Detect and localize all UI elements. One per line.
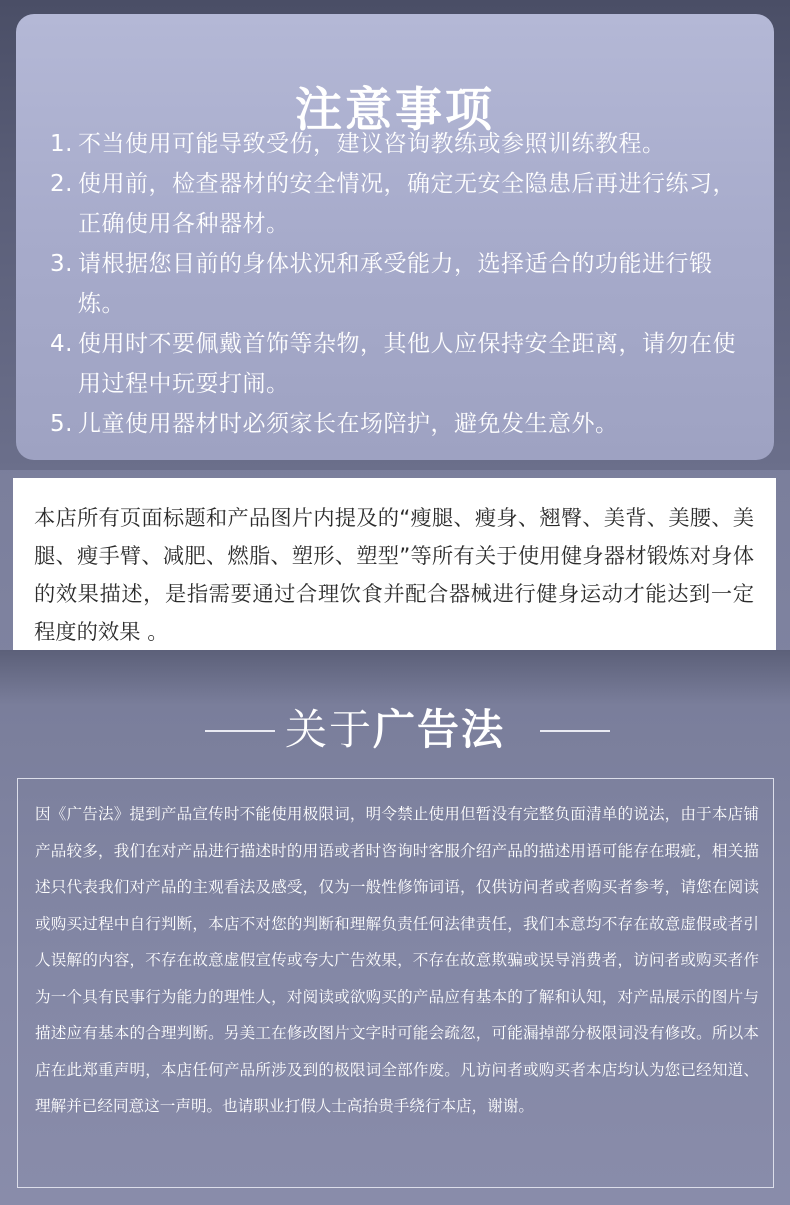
ad-law-text: 因《广告法》提到产品宣传时不能使用极限词，明令禁止使用但暂没有完整负面清单的说法，由于本店铺产品较多，我们在对产品进行描述时的用语或者时咨询时客服介绍产品的描述用语可能存在瑕疵，相关描述只代表我们对产品的主观看法及感受，仅为一般性修饰词语，仅供访问者或者购买者参考，请您在阅读或购买过程中自行判断，本店不对您的判断和理解负责任何法律责任，我们本意均不存在故意虚假或者引人误解的内容，不存在故意虚假宣传或夸大广告效果，不存在故意欺骗或误导消费者，访问者或购买者作为一个具有民事行为能力的理性人，对阅读或欲购买的产品应有基本的了解和认知，对产品展示的图片与描述应有基本的合理判断。另美工在修改图片文字时可能会疏忽，可能漏掉部分极限词没有修改。所以本店在此郑重声明，本店任何产品所涉及到的极限词全部作废。凡访问者或购买者本店均认为您已经知道、理解并已经同意这一声明。也请职业打假人士高抬贵手绕行本店，谢谢。 bbox=[35, 805, 759, 1115]
notice-card bbox=[16, 14, 774, 460]
ad-law-title-prefix: 关于 bbox=[284, 705, 373, 754]
effect-statement-box bbox=[13, 478, 776, 650]
notice-item-text: 请根据您目前的身体状况和承受能力，选择适合的功能进行锻炼。 bbox=[78, 251, 713, 317]
notice-item-text: 儿童使用器材时必须家长在场陪护，避免发生意外。 bbox=[78, 411, 619, 437]
notice-item-4 bbox=[50, 324, 750, 404]
notice-item-number: 3. bbox=[50, 251, 73, 277]
ad-law-title-bold: 广告法 bbox=[373, 705, 506, 754]
ad-law-box bbox=[17, 778, 774, 1188]
notice-item-number: 5. bbox=[50, 411, 73, 437]
notice-list bbox=[50, 124, 750, 444]
notice-item-5 bbox=[50, 404, 750, 444]
notice-item-text: 使用前，检查器材的安全情况，确定无安全隐患后再进行练习，正确使用各种器材。 bbox=[78, 171, 736, 237]
notice-item-number: 2. bbox=[50, 171, 73, 197]
notice-item-number: 1. bbox=[50, 131, 73, 157]
ad-law-heading bbox=[0, 700, 790, 760]
notice-item-2 bbox=[50, 164, 750, 244]
notice-item-1 bbox=[50, 124, 750, 164]
notice-item-3 bbox=[50, 244, 750, 324]
notice-item-text: 使用时不要佩戴首饰等杂物，其他人应保持安全距离，请勿在使用过程中玩耍打闹。 bbox=[78, 331, 736, 397]
effect-statement-text: 本店所有页面标题和产品图片内提及的“瘦腿、瘦身、翘臀、美背、美腰、美腿、瘦手臂、减肥、燃脂、塑形、塑型”等所有关于使用健身器材锻炼对身体的效果描述，是指需要通过合理饮食并配合器械进行健身运动才能达到一定程度的效果 。 bbox=[34, 506, 754, 645]
notice-item-number: 4. bbox=[50, 331, 73, 357]
notice-title: 注意事项 bbox=[295, 83, 495, 139]
notice-item-text: 不当使用可能导致受伤，建议咨询教练或参照训练教程。 bbox=[78, 131, 666, 157]
ad-law-title bbox=[0, 700, 790, 760]
